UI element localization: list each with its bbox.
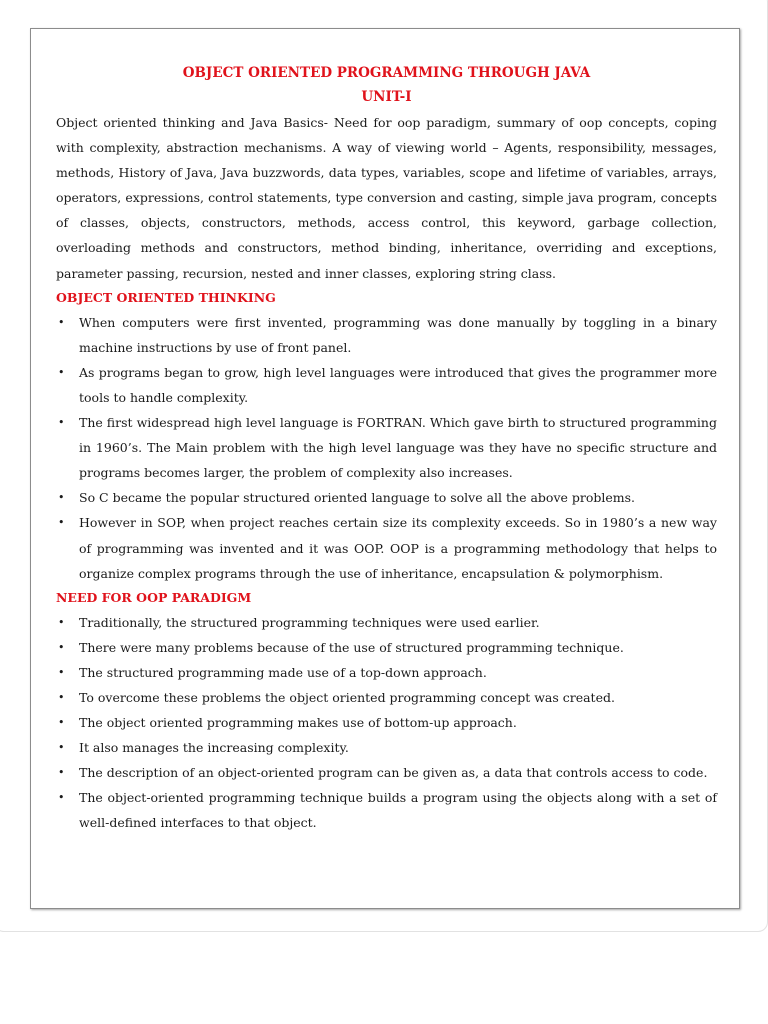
intro-paragraph: Object oriented thinking and Java Basics- Need for oop paradigm, summary of oop concepts, coping with complexity, abstraction mechanisms. A way of viewing world – Agents, responsibility, messages, methods, History of Java, Java buzzwords, data types, variables, scope and lifetime of variables, arrays, operators, expressions, control statements, type conversion and casting, simple java program, concepts of classes, objects, constructors, methods, access control, this keyword, garbage collection, overloading methods and constructors, method binding, inheritance, overriding and exceptions, parameter passing, recursion, nested and inner classes, exploring string class. [56, 115, 717, 281]
list-item [56, 760, 717, 785]
list-item [56, 485, 717, 510]
list-item-text: The description of an object-oriented program can be given as, a data that controls access to code. [79, 765, 708, 781]
list-item [56, 310, 717, 360]
bullet-icon: • [58, 416, 65, 430]
list-item-text: As programs began to grow, high level languages were introduced that gives the programmer more tools to handle complexity. [79, 364, 717, 405]
bullet-list-need-for-oop [56, 610, 717, 836]
list-item [56, 710, 717, 735]
list-item-text: Traditionally, the structured programming techniques were used earlier. [79, 614, 540, 630]
bullet-icon: • [58, 315, 65, 329]
bullet-icon: • [58, 741, 65, 755]
bullet-list-oo-thinking [56, 310, 717, 586]
bullet-icon: • [58, 516, 65, 530]
document-title: OBJECT ORIENTED PROGRAMMING THROUGH JAVA [182, 65, 591, 81]
list-item-text: There were many problems because of the use of structured programming technique. [79, 639, 624, 655]
bullet-icon: • [58, 690, 65, 704]
list-item-text: When computers were first invented, programming was done manually by toggling in a binary machine instructions by use of front panel. [79, 314, 717, 355]
list-item [56, 685, 717, 710]
list-item-text: The structured programming made use of a top-down approach. [79, 664, 487, 680]
list-item [56, 610, 717, 635]
document-page [30, 28, 740, 909]
bullet-icon: • [58, 791, 65, 805]
bullet-icon: • [58, 491, 65, 505]
list-item [56, 785, 717, 835]
page-content [56, 59, 717, 836]
bullet-icon: • [58, 716, 65, 730]
bullet-icon: • [58, 640, 65, 654]
section-heading-need-for-oop: NEED FOR OOP PARADIGM [56, 589, 252, 605]
list-item [56, 735, 717, 760]
bullet-icon: • [58, 665, 65, 679]
list-item [56, 660, 717, 685]
list-item-text: To overcome these problems the object oriented programming concept was created. [79, 689, 615, 705]
bullet-icon: • [58, 365, 65, 379]
list-item-text: However in SOP, when project reaches certain size its complexity exceeds. So in 1980’s a new way of programming was invented and it was OOP. OOP is a programming methodology that helps to organize complex programs through the use of inheritance, encapsulation & polymorphism. [79, 515, 717, 581]
list-item-text: The object oriented programming makes use of bottom-up approach. [79, 715, 517, 731]
section-heading-oo-thinking: OBJECT ORIENTED THINKING [56, 289, 276, 305]
list-item-text: The first widespread high level language is FORTRAN. Which gave birth to structured programming in 1960’s. The Main problem with the high level language was they have no specific structure and programs becomes larger, the problem of complexity also increases. [79, 415, 717, 481]
bullet-icon: • [58, 766, 65, 780]
list-item [56, 635, 717, 660]
list-item-text: It also manages the increasing complexity. [79, 740, 349, 756]
bullet-icon: • [58, 615, 65, 629]
unit-label: UNIT-I [361, 89, 412, 105]
list-item [56, 360, 717, 410]
list-item-text: The object-oriented programming technique builds a program using the objects along with a set of well-defined interfaces to that object. [79, 790, 717, 831]
list-item [56, 510, 717, 585]
list-item [56, 410, 717, 485]
list-item-text: So C became the popular structured oriented language to solve all the above problems. [79, 490, 636, 506]
